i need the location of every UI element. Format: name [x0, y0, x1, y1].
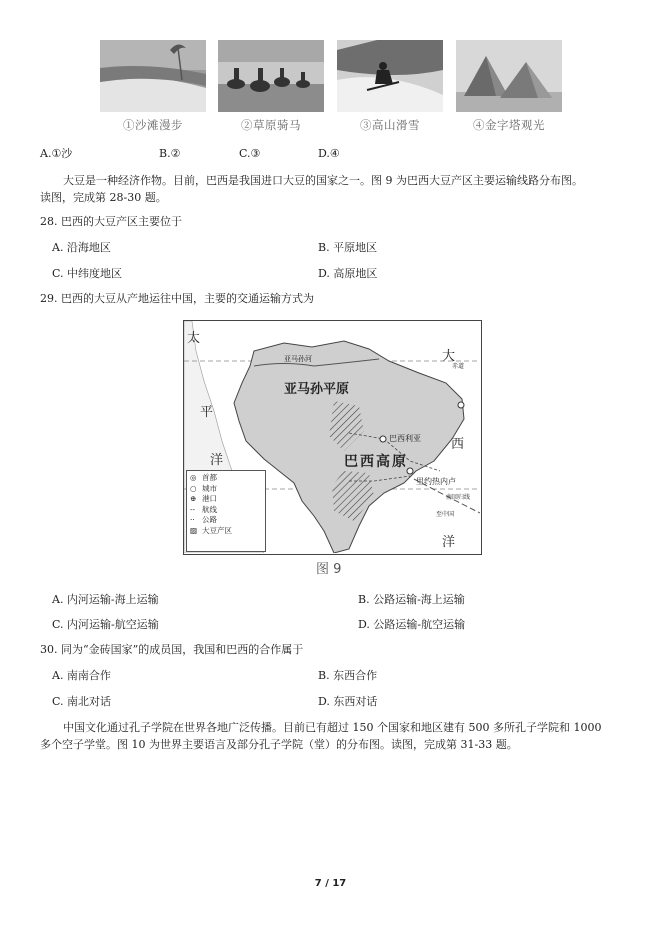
- map-label-amazon-river: 亚马孙河: [284, 355, 312, 363]
- q27-option-d: D.④: [318, 147, 340, 160]
- legend-city: ○ 城市: [190, 483, 217, 493]
- photo-skiing: [337, 40, 443, 112]
- q29-option-c: C. 内河运输-航空运输: [52, 618, 159, 631]
- q30-option-c: C. 南北对话: [52, 695, 112, 708]
- q29-option-d: D. 公路运输-航空运输: [358, 618, 466, 631]
- map-label-pacific-3: 洋: [210, 453, 224, 468]
- q30-stem: 30. 同为“金砖国家”的成员国，我国和巴西的合作属于: [40, 643, 304, 656]
- q28-option-b: B. 平原地区: [318, 241, 378, 254]
- intro2-line2: 多个空子学堂。图 10 为世界主要语言及部分孔子学院（堂）的分布图。读图，完成第 31-33 题。: [40, 738, 518, 751]
- q30-option-b: B. 东西合作: [318, 669, 378, 682]
- map-label-pacific-2: 平: [200, 405, 214, 420]
- intro2-line1: 中国文化通过孔子学院在世界各地广泛传播。目前已有超过 150 个国家和地区建有 500 多所孔子学院和 1000: [63, 721, 602, 734]
- photo-caption-4: ④金字塔观光: [473, 118, 545, 132]
- photo-grassland: [218, 40, 324, 112]
- map-label-pacific-1: 太: [187, 331, 201, 346]
- photo-caption-3: ③高山滑雪: [360, 118, 420, 132]
- map-caption: 图 9: [316, 562, 342, 577]
- legend-route: -- 航线: [190, 504, 217, 514]
- legend-soybean: ▨ 大豆产区: [190, 525, 232, 535]
- q27-option-c: C.③: [239, 147, 261, 160]
- map-label-equator: 赤道: [452, 363, 465, 370]
- q30-option-a: A. 南南合作: [52, 669, 111, 682]
- legend-road: ·· 公路: [190, 515, 217, 524]
- q29-option-b: B. 公路运输-海上运输: [358, 593, 465, 606]
- page-number: 7 / 17: [314, 878, 347, 889]
- map-label-route: 至中国: [436, 511, 455, 518]
- q27-option-a: A.①沙: [40, 147, 73, 160]
- q27-option-b: B.②: [159, 147, 181, 160]
- legend-capital: ◎ 首都: [190, 473, 217, 482]
- map-legend: [186, 470, 266, 552]
- photo-pyramid: [456, 40, 562, 112]
- intro1-line2: 读图，完成第 28-30 题。: [40, 191, 167, 204]
- legend-port: ⊕ 港口: [190, 494, 217, 503]
- q29-option-a: A. 内河运输-海上运输: [52, 593, 159, 606]
- q28-option-a: A. 沿海地区: [52, 241, 111, 254]
- q28-option-d: D. 高原地区: [318, 267, 378, 280]
- map-label-atlantic-2: 西: [451, 437, 465, 452]
- map-label-brazil-plateau: 巴西高原: [344, 454, 408, 470]
- map-label-brasilia: 巴西利亚: [389, 434, 421, 443]
- map-label-rio: 里约热内卢: [416, 477, 456, 486]
- q29-stem: 29. 巴西的大豆从产地运往中国，主要的交通运输方式为: [40, 292, 314, 305]
- q28-stem: 28. 巴西的大豆产区主要位于: [40, 215, 182, 228]
- brazil-map: [183, 320, 482, 555]
- map-label-atlantic-1: 大: [442, 349, 456, 364]
- photo-caption-2: ②草原骑马: [241, 118, 301, 132]
- photo-beach: [100, 40, 206, 112]
- map-label-atlantic-3: 洋: [442, 535, 456, 550]
- q28-option-c: C. 中纬度地区: [52, 267, 123, 280]
- intro1-line1: 大豆是一种经济作物。目前，巴西是我国进口大豆的国家之一。图 9 为巴西大豆产区主要运输线路分布图。: [63, 174, 583, 187]
- q30-option-d: D. 东西对话: [318, 695, 378, 708]
- map-label-tropic: 南回归线: [446, 494, 471, 501]
- map-label-amazon-plain: 亚马孙平原: [284, 382, 350, 397]
- photo-caption-1: ①沙滩漫步: [123, 118, 183, 132]
